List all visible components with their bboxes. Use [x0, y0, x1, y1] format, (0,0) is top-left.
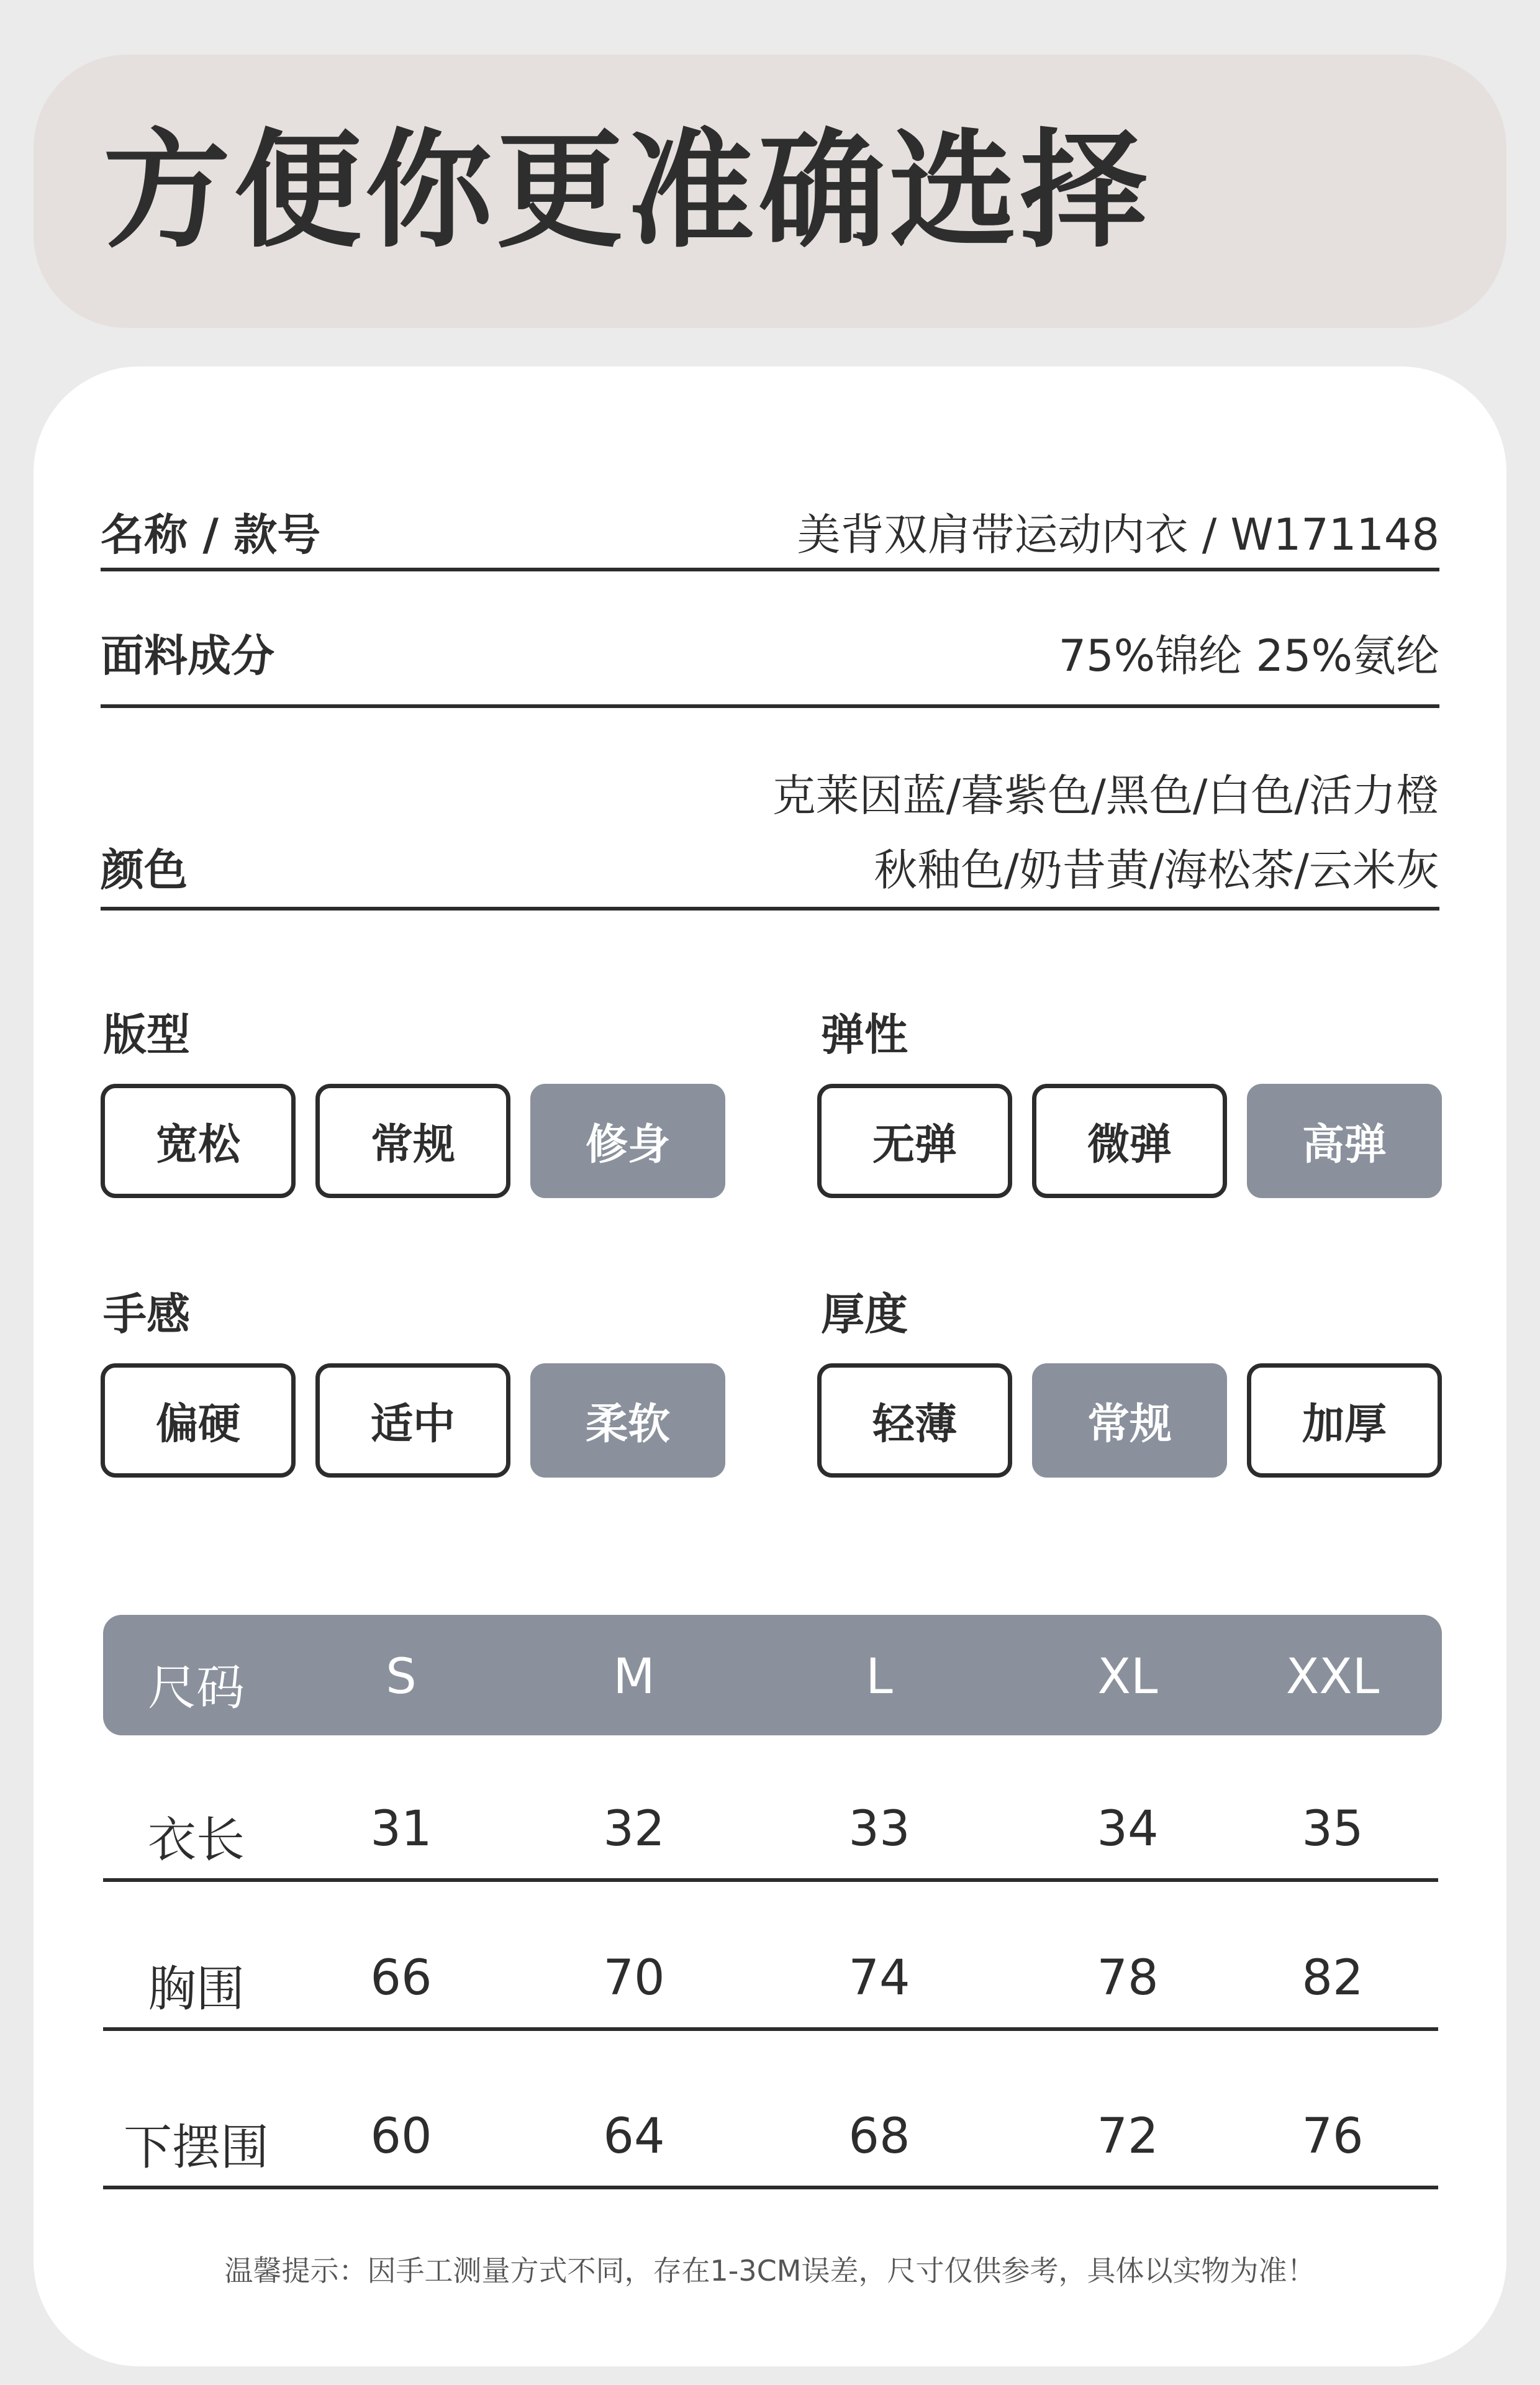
fit-option-slim[interactable]: 修身 — [530, 1084, 725, 1198]
thickness-title: 厚度 — [821, 1289, 908, 1340]
elasticity-option-none[interactable]: 无弹 — [817, 1084, 1012, 1198]
table-cell: 33 — [848, 1801, 910, 1857]
hand-feel-options — [101, 1363, 725, 1478]
table-row — [103, 2065, 1438, 2189]
fit-option-regular[interactable]: 常规 — [315, 1084, 510, 1198]
table-cell: 76 — [1302, 2109, 1364, 2165]
header-cell-size: 尺码 — [147, 1660, 245, 1716]
table-cell: 32 — [603, 1801, 665, 1857]
table-cell: 72 — [1097, 2109, 1159, 2165]
table-cell: 35 — [1302, 1801, 1364, 1857]
table-cell: 78 — [1097, 1950, 1159, 2006]
table-row — [103, 1907, 1438, 2031]
size-table-header — [103, 1615, 1442, 1735]
hand-feel-title: 手感 — [103, 1289, 190, 1340]
row-label-chest: 胸围 — [147, 1961, 245, 2017]
hand-feel-option-medium[interactable]: 适中 — [315, 1363, 510, 1478]
measurement-note: 温馨提示：因手工测量方式不同，存在1-3CM误差，尺寸仅供参考，具体以实物为准！ — [224, 2254, 1316, 2287]
fabric-row — [101, 571, 1439, 708]
thickness-option-regular[interactable]: 常规 — [1032, 1363, 1227, 1478]
fit-title: 版型 — [103, 1009, 190, 1060]
elasticity-title: 弹性 — [821, 1009, 908, 1060]
header-cell-s: S — [386, 1649, 417, 1705]
table-cell: 34 — [1097, 1801, 1159, 1857]
color-value-line1: 克莱因蓝/暮紫色/黑色/白色/活力橙 — [772, 770, 1439, 821]
fabric-value: 75%锦纶 25%氨纶 — [1058, 630, 1439, 681]
name-label: 名称 / 款号 — [101, 509, 321, 560]
header-cell-m: M — [613, 1649, 655, 1705]
color-label: 颜色 — [101, 845, 188, 896]
elasticity-option-high[interactable]: 高弹 — [1247, 1084, 1442, 1198]
row-label-hem: 下摆围 — [123, 2120, 269, 2176]
name-value: 美背双肩带运动内衣 / W171148 — [797, 509, 1439, 560]
header-cell-l: L — [866, 1649, 893, 1705]
table-cell: 31 — [370, 1801, 432, 1857]
table-row — [103, 1758, 1438, 1882]
fabric-label: 面料成分 — [101, 630, 274, 681]
row-label-length: 衣长 — [147, 1812, 245, 1868]
thickness-options — [817, 1363, 1442, 1478]
fit-option-loose[interactable]: 宽松 — [101, 1084, 296, 1198]
table-cell: 82 — [1302, 1950, 1364, 2006]
color-value-line2: 秋釉色/奶昔黄/海松茶/云米灰 — [874, 845, 1439, 896]
table-cell: 64 — [603, 2109, 665, 2165]
table-cell: 70 — [603, 1950, 665, 2006]
name-row — [101, 466, 1439, 571]
elasticity-options — [817, 1084, 1442, 1198]
hand-feel-option-soft[interactable]: 柔软 — [530, 1363, 725, 1478]
table-cell: 74 — [848, 1950, 910, 2006]
header-cell-xl: XL — [1097, 1649, 1158, 1705]
hand-feel-option-stiff[interactable]: 偏硬 — [101, 1363, 296, 1478]
page-title: 方便你更准确选择 — [103, 117, 1151, 265]
color-row — [101, 708, 1439, 911]
table-cell: 66 — [370, 1950, 432, 2006]
thickness-option-thick[interactable]: 加厚 — [1247, 1363, 1442, 1478]
fit-options — [101, 1084, 725, 1198]
table-cell: 60 — [370, 2109, 432, 2165]
header-cell-xxl: XXL — [1285, 1649, 1380, 1705]
thickness-option-thin[interactable]: 轻薄 — [817, 1363, 1012, 1478]
table-cell: 68 — [848, 2109, 910, 2165]
product-info-card — [34, 366, 1506, 2366]
header-banner — [34, 55, 1506, 328]
elasticity-option-slight[interactable]: 微弹 — [1032, 1084, 1227, 1198]
